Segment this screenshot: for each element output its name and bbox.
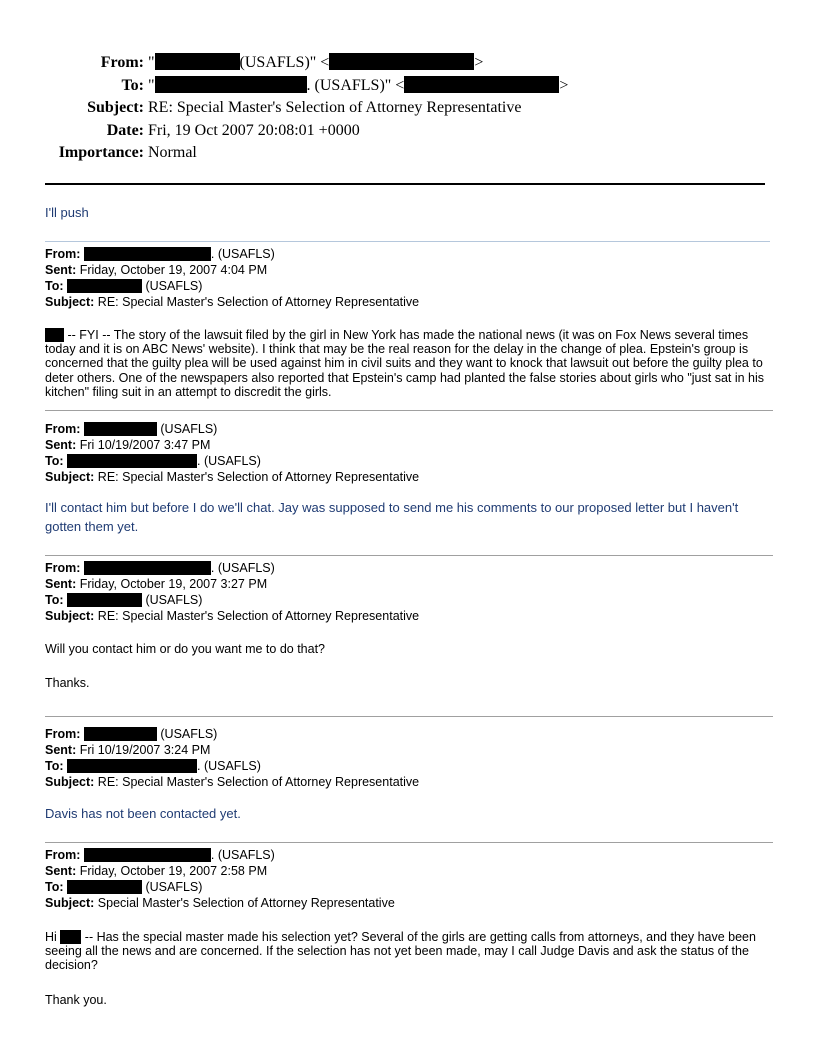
- message-header-5: From: . (USAFLS) Sent: Friday, October 19, 2007 2:58 PM To: (USAFLS) Subject: Special Master's Selection of Attorney Representative: [45, 848, 395, 910]
- message-body-2: I'll contact him but before I do we'll chat. Jay was supposed to send me his comments to our proposed letter but I haven't gotten them yet.: [45, 500, 739, 534]
- header-importance-label: Importance:: [58, 144, 144, 161]
- redaction-box: [155, 76, 307, 93]
- message-body-1: -- FYI -- The story of the lawsuit filed by the girl in New York has made the national news (it was on Fox News several times today and it is on ABC News' website). I think that may be the real reason for the delay in the change of plea. Epstein's group is concerned that the guilty plea will be used against him in civil suits and they want to knock that lawsuit out before the guilty plea to deter others. One of the newspapers also reported that Epstein's camp had planted the false stories about girls who "just sat in his kitchen" filing suit in an attempt to discredit the girls.: [45, 328, 765, 399]
- redaction-box: [67, 454, 197, 468]
- message-header-2: From: (USAFLS) Sent: Fri 10/19/2007 3:47 PM To: . (USAFLS) Subject: RE: Special Master's Selection of Attorney Representative: [45, 422, 420, 484]
- message-body-5: Hi -- Has the special master made his selection yet? Several of the girls are getting calls from attorneys, and they have been seeing all the news and are concerned. If the selection has not yet been made, may I call Judge Davis and ask the status of the decision?: [45, 930, 756, 973]
- redaction-box: [404, 76, 559, 93]
- message-header-1: From: . (USAFLS) Sent: Friday, October 19, 2007 4:04 PM To: (USAFLS) Subject: RE: Special Master's Selection of Attorney Representative: [45, 247, 420, 309]
- message-closing-5: Thank you.: [45, 993, 107, 1007]
- header-subject-row: [0, 97, 816, 120]
- redaction-box: [84, 561, 211, 575]
- header-subject-value: RE: Special Master's Selection of Attorney Representative: [148, 99, 522, 116]
- top-reply: I'll push: [45, 205, 89, 220]
- message-body-4: Davis has not been contacted yet.: [45, 806, 241, 821]
- message-divider: [45, 555, 773, 556]
- header-importance-value: Normal: [148, 144, 197, 161]
- header-divider: [45, 183, 765, 185]
- email-header: [0, 52, 816, 165]
- header-from-label: From:: [100, 54, 144, 71]
- redaction-box: [45, 328, 64, 342]
- redaction-box: [84, 247, 211, 261]
- redaction-box: [84, 727, 157, 741]
- header-subject-label: Subject:: [87, 99, 144, 116]
- header-from-row: From: " (USAFLS)" < >: [0, 52, 816, 75]
- message-body-3: Will you contact him or do you want me to do that?: [45, 642, 325, 656]
- redaction-box: [67, 880, 142, 894]
- message-divider: [45, 410, 773, 411]
- redaction-box: [155, 53, 240, 70]
- message-header-4: From: (USAFLS) Sent: Fri 10/19/2007 3:24 PM To: . (USAFLS) Subject: RE: Special Master's Selection of Attorney Representative: [45, 727, 420, 789]
- header-to-value: . (USAFLS)" <: [306, 76, 405, 94]
- message-divider: [45, 716, 773, 717]
- header-date-value: Fri, 19 Oct 2007 20:08:01 +0000: [148, 121, 360, 139]
- redaction-box: [60, 930, 81, 944]
- header-to-label: To:: [121, 76, 144, 94]
- redaction-box: [67, 279, 142, 293]
- redaction-box: [84, 422, 157, 436]
- header-date-label: Date:: [106, 121, 144, 139]
- message-header-3: From: . (USAFLS) Sent: Friday, October 19, 2007 3:27 PM To: (USAFLS) Subject: RE: Special Master's Selection of Attorney Representative: [45, 561, 420, 623]
- message-divider: [45, 241, 770, 242]
- redaction-box: [67, 759, 197, 773]
- redaction-box: [329, 53, 474, 70]
- header-date-row: [0, 120, 816, 143]
- redaction-box: [67, 593, 142, 607]
- header-from-value: (USAFLS)" <: [239, 54, 330, 71]
- message-divider: [45, 842, 773, 843]
- header-to-row: To: " . (USAFLS)" < >: [0, 75, 816, 98]
- redaction-box: [84, 848, 211, 862]
- message-closing-3: Thanks.: [45, 676, 90, 690]
- header-importance-row: [0, 142, 816, 165]
